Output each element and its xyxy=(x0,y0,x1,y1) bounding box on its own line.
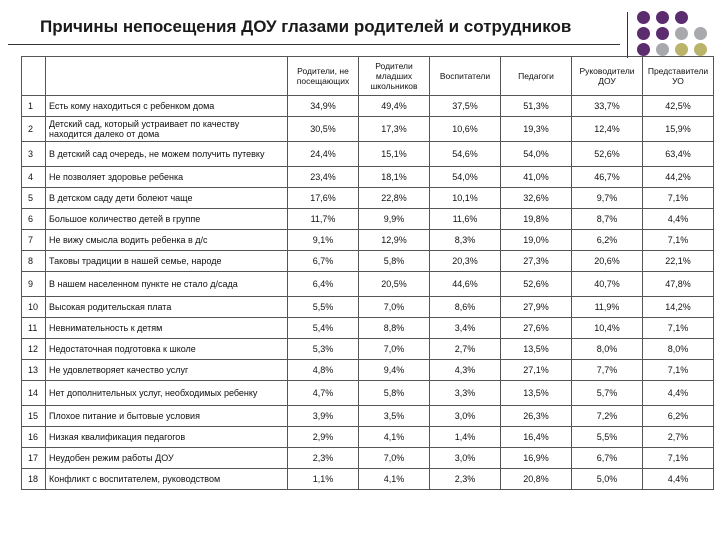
value-cell: 7,2% xyxy=(572,406,643,427)
value-cell: 5,4% xyxy=(288,318,359,339)
row-number: 12 xyxy=(22,339,46,360)
table-row xyxy=(22,469,714,490)
value-cell: 4,4% xyxy=(643,381,714,406)
table-row xyxy=(22,209,714,230)
value-cell: 52,6% xyxy=(572,142,643,167)
value-cell: 6,2% xyxy=(572,230,643,251)
table-row xyxy=(22,406,714,427)
value-cell: 47,8% xyxy=(643,272,714,297)
value-cell: 54,6% xyxy=(430,142,501,167)
table-row xyxy=(22,167,714,188)
value-cell: 10,6% xyxy=(430,117,501,142)
purple-dot xyxy=(637,11,650,24)
value-cell: 24,4% xyxy=(288,142,359,167)
value-cell: 52,6% xyxy=(501,272,572,297)
reason-cell: Неудобен режим работы ДОУ xyxy=(46,448,288,469)
reason-cell: Конфликт с воспитателем, руководством xyxy=(46,469,288,490)
purple-dot xyxy=(656,27,669,40)
value-cell: 4,1% xyxy=(359,427,430,448)
reason-cell: Есть кому находиться с ребенком дома xyxy=(46,96,288,117)
value-cell: 10,4% xyxy=(572,318,643,339)
value-cell: 6,7% xyxy=(572,448,643,469)
value-cell: 9,7% xyxy=(572,188,643,209)
header-empty-num xyxy=(22,57,46,96)
value-cell: 8,0% xyxy=(572,339,643,360)
value-cell: 7,7% xyxy=(572,360,643,381)
table-row xyxy=(22,339,714,360)
column-header: Родители, не посещающих xyxy=(288,57,359,96)
value-cell: 8,7% xyxy=(572,209,643,230)
value-cell: 17,6% xyxy=(288,188,359,209)
value-cell: 7,1% xyxy=(643,448,714,469)
value-cell: 27,6% xyxy=(501,318,572,339)
value-cell: 17,3% xyxy=(359,117,430,142)
reason-cell: Таковы традиции в нашей семье, народе xyxy=(46,251,288,272)
value-cell: 44,2% xyxy=(643,167,714,188)
value-cell: 18,1% xyxy=(359,167,430,188)
gray-dot xyxy=(694,27,707,40)
value-cell: 27,3% xyxy=(501,251,572,272)
reason-cell: Большое количество детей в группе xyxy=(46,209,288,230)
value-cell: 6,2% xyxy=(643,406,714,427)
value-cell: 51,3% xyxy=(501,96,572,117)
value-cell: 5,5% xyxy=(572,427,643,448)
reason-cell: Высокая родительская плата xyxy=(46,297,288,318)
olive-dot xyxy=(694,43,707,56)
value-cell: 5,8% xyxy=(359,381,430,406)
value-cell: 12,4% xyxy=(572,117,643,142)
value-cell: 5,5% xyxy=(288,297,359,318)
value-cell: 9,1% xyxy=(288,230,359,251)
value-cell: 49,4% xyxy=(359,96,430,117)
value-cell: 13,5% xyxy=(501,381,572,406)
value-cell: 33,7% xyxy=(572,96,643,117)
reason-cell: В детском саду дети болеют чаще xyxy=(46,188,288,209)
value-cell: 5,0% xyxy=(572,469,643,490)
value-cell: 11,6% xyxy=(430,209,501,230)
purple-dot xyxy=(675,11,688,24)
value-cell: 7,1% xyxy=(643,188,714,209)
value-cell: 7,1% xyxy=(643,230,714,251)
value-cell: 1,4% xyxy=(430,427,501,448)
value-cell: 7,1% xyxy=(643,360,714,381)
value-cell: 3,9% xyxy=(288,406,359,427)
table-row xyxy=(22,360,714,381)
reason-cell: В нашем населенном пункте не стало д/сада xyxy=(46,272,288,297)
value-cell: 63,4% xyxy=(643,142,714,167)
reason-cell: Невнимательность к детям xyxy=(46,318,288,339)
value-cell: 2,3% xyxy=(288,448,359,469)
row-number: 1 xyxy=(22,96,46,117)
value-cell: 8,3% xyxy=(430,230,501,251)
value-cell: 4,7% xyxy=(288,381,359,406)
row-number: 5 xyxy=(22,188,46,209)
reason-cell: Не позволяет здоровье ребенка xyxy=(46,167,288,188)
value-cell: 19,8% xyxy=(501,209,572,230)
value-cell: 1,1% xyxy=(288,469,359,490)
value-cell: 9,9% xyxy=(359,209,430,230)
value-cell: 14,2% xyxy=(643,297,714,318)
row-number: 17 xyxy=(22,448,46,469)
row-number: 10 xyxy=(22,297,46,318)
gray-dot xyxy=(675,27,688,40)
table-row xyxy=(22,117,714,142)
reason-cell: Недостаточная подготовка к школе xyxy=(46,339,288,360)
column-header: Родители младших школьников xyxy=(359,57,430,96)
row-number: 3 xyxy=(22,142,46,167)
value-cell: 2,7% xyxy=(643,427,714,448)
value-cell: 54,0% xyxy=(501,142,572,167)
value-cell: 10,1% xyxy=(430,188,501,209)
value-cell: 7,0% xyxy=(359,448,430,469)
value-cell: 27,9% xyxy=(501,297,572,318)
value-cell: 30,5% xyxy=(288,117,359,142)
page-title: Причины непосещения ДОУ глазами родителей и сотрудников xyxy=(40,17,572,36)
row-number: 9 xyxy=(22,272,46,297)
column-header: Руководители ДОУ xyxy=(572,57,643,96)
value-cell: 6,4% xyxy=(288,272,359,297)
value-cell: 22,1% xyxy=(643,251,714,272)
reason-cell: Не вижу смысла водить ребенка в д/с xyxy=(46,230,288,251)
table-row xyxy=(22,297,714,318)
value-cell: 22,8% xyxy=(359,188,430,209)
row-number: 13 xyxy=(22,360,46,381)
value-cell: 15,9% xyxy=(643,117,714,142)
value-cell: 26,3% xyxy=(501,406,572,427)
column-header: Воспитатели xyxy=(430,57,501,96)
header-empty-reason xyxy=(46,57,288,96)
table-row xyxy=(22,448,714,469)
value-cell: 16,4% xyxy=(501,427,572,448)
value-cell: 20,5% xyxy=(359,272,430,297)
value-cell: 40,7% xyxy=(572,272,643,297)
reason-cell: Нет дополнительных услуг, необходимых ребенку xyxy=(46,381,288,406)
row-number: 15 xyxy=(22,406,46,427)
value-cell: 6,7% xyxy=(288,251,359,272)
reason-cell: В детский сад очередь, не можем получить путевку xyxy=(46,142,288,167)
row-number: 14 xyxy=(22,381,46,406)
row-number: 18 xyxy=(22,469,46,490)
table-row xyxy=(22,318,714,339)
column-header: Педагоги xyxy=(501,57,572,96)
value-cell: 3,0% xyxy=(430,448,501,469)
value-cell: 4,1% xyxy=(359,469,430,490)
table-row xyxy=(22,96,714,117)
row-number: 8 xyxy=(22,251,46,272)
row-number: 16 xyxy=(22,427,46,448)
column-header: Представители УО xyxy=(643,57,714,96)
value-cell: 44,6% xyxy=(430,272,501,297)
purple-dot xyxy=(656,11,669,24)
gray-dot xyxy=(656,43,669,56)
value-cell: 8,6% xyxy=(430,297,501,318)
value-cell: 19,0% xyxy=(501,230,572,251)
value-cell: 8,8% xyxy=(359,318,430,339)
value-cell: 3,3% xyxy=(430,381,501,406)
value-cell: 13,5% xyxy=(501,339,572,360)
value-cell: 27,1% xyxy=(501,360,572,381)
value-cell: 4,3% xyxy=(430,360,501,381)
table-row xyxy=(22,381,714,406)
row-number: 7 xyxy=(22,230,46,251)
table-row xyxy=(22,272,714,297)
value-cell: 23,4% xyxy=(288,167,359,188)
value-cell: 32,6% xyxy=(501,188,572,209)
value-cell: 2,7% xyxy=(430,339,501,360)
reason-cell: Плохое питание и бытовые условия xyxy=(46,406,288,427)
value-cell: 41,0% xyxy=(501,167,572,188)
value-cell: 7,1% xyxy=(643,318,714,339)
value-cell: 3,5% xyxy=(359,406,430,427)
table-row xyxy=(22,188,714,209)
value-cell: 54,0% xyxy=(430,167,501,188)
value-cell: 2,3% xyxy=(430,469,501,490)
value-cell: 15,1% xyxy=(359,142,430,167)
value-cell: 4,8% xyxy=(288,360,359,381)
value-cell: 7,0% xyxy=(359,297,430,318)
value-cell: 20,8% xyxy=(501,469,572,490)
reason-cell: Не удовлетворяет качество услуг xyxy=(46,360,288,381)
value-cell: 34,9% xyxy=(288,96,359,117)
table-row xyxy=(22,427,714,448)
row-number: 2 xyxy=(22,117,46,142)
olive-dot xyxy=(675,43,688,56)
row-number: 6 xyxy=(22,209,46,230)
value-cell: 5,8% xyxy=(359,251,430,272)
value-cell: 4,4% xyxy=(643,209,714,230)
table-row xyxy=(22,251,714,272)
value-cell: 3,0% xyxy=(430,406,501,427)
value-cell: 19,3% xyxy=(501,117,572,142)
row-number: 4 xyxy=(22,167,46,188)
purple-dot xyxy=(637,27,650,40)
value-cell: 11,9% xyxy=(572,297,643,318)
table-header-row xyxy=(22,57,714,96)
value-cell: 5,7% xyxy=(572,381,643,406)
reasons-table xyxy=(21,56,714,490)
value-cell: 11,7% xyxy=(288,209,359,230)
reason-cell: Низкая квалификация педагогов xyxy=(46,427,288,448)
table-row xyxy=(22,142,714,167)
value-cell: 7,0% xyxy=(359,339,430,360)
value-cell: 2,9% xyxy=(288,427,359,448)
decorative-dots xyxy=(637,11,713,57)
value-cell: 9,4% xyxy=(359,360,430,381)
value-cell: 16,9% xyxy=(501,448,572,469)
title-underline xyxy=(8,44,620,45)
value-cell: 8,0% xyxy=(643,339,714,360)
value-cell: 5,3% xyxy=(288,339,359,360)
value-cell: 12,9% xyxy=(359,230,430,251)
table-row xyxy=(22,230,714,251)
header-divider xyxy=(627,12,628,58)
purple-dot xyxy=(637,43,650,56)
value-cell: 37,5% xyxy=(430,96,501,117)
value-cell: 20,6% xyxy=(572,251,643,272)
value-cell: 20,3% xyxy=(430,251,501,272)
value-cell: 4,4% xyxy=(643,469,714,490)
reason-cell: Детский сад, который устраивает по качеству находится далеко от дома xyxy=(46,117,288,142)
value-cell: 3,4% xyxy=(430,318,501,339)
row-number: 11 xyxy=(22,318,46,339)
value-cell: 42,5% xyxy=(643,96,714,117)
value-cell: 46,7% xyxy=(572,167,643,188)
